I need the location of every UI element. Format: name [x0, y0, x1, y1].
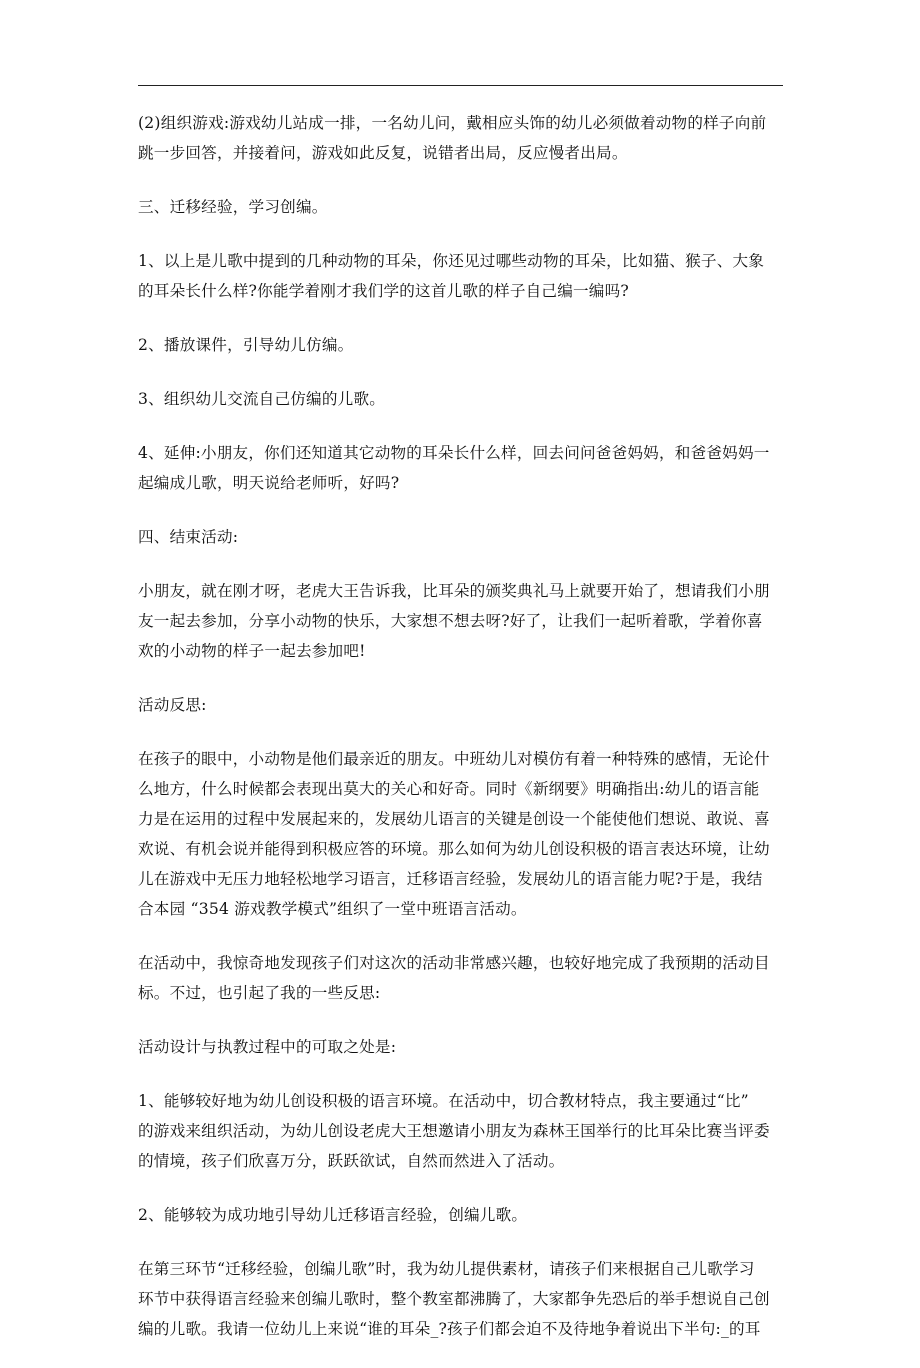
document-body — [138, 108, 798, 1368]
section-heading-4: 四、结束活动: — [138, 528, 239, 546]
paragraph-third-stage: 在第三环节“迁移经验，创编儿歌”时，我为幼儿提供素材，请孩子们来根据自己儿歌学习 环节中获得语言经验来创编儿歌时，整个教室都沸腾了，大家都争先恐后的举手想说自己创 编的儿歌。我请一位幼儿上来说“谁的耳朵_?孩子们都会迫不及待地争着说出下半句:_的耳 — [138, 1260, 770, 1338]
paragraph-step-4: 4、延伸:小朋友，你们还知道其它动物的耳朵长什么样，回去问问爸爸妈妈，和爸爸妈妈一 起编成儿歌，明天说给老师听，好吗? — [138, 444, 770, 492]
paragraph-step-1: 1、以上是儿歌中提到的几种动物的耳朵，你还见过哪些动物的耳朵，比如猫、猴子、大象 的耳朵长什么样?你能学着刚才我们学的这首儿歌的样子自己编一编吗? — [138, 252, 765, 300]
paragraph-closing: 小朋友，就在刚才呀，老虎大王告诉我，比耳朵的颁奖典礼马上就要开始了，想请我们小朋 友一起去参加，分享小动物的快乐，大家想不想去呀?好了，让我们一起听着歌，学着你喜 欢的小动物的样子一起去参加吧! — [138, 582, 770, 660]
section-heading-3: 三、迁移经验，学习创编。 — [138, 198, 328, 216]
strengths-heading: 活动设计与执教过程中的可取之处是: — [138, 1038, 397, 1056]
reflection-heading: 活动反思: — [138, 696, 207, 714]
paragraph-step-2: 2、播放课件，引导幼儿仿编。 — [138, 336, 354, 354]
paragraph-strength-1: 1、能够较好地为幼儿创设积极的语言环境。在活动中，切合教材特点，我主要通过“比” 的游戏来组织活动，为幼儿创设老虎大王想邀请小朋友为森林王国举行的比耳朵比赛当评委 的情境，孩子们欣喜万分，跃跃欲试，自然而然进入了活动。 — [138, 1092, 770, 1170]
paragraph-step-3: 3、组织幼儿交流自己仿编的儿歌。 — [138, 390, 386, 408]
paragraph-strength-2: 2、能够较为成功地引导幼儿迁移语言经验，创编儿歌。 — [138, 1206, 528, 1224]
paragraph-game-organization: (2)组织游戏:游戏幼儿站成一排，一名幼儿问，戴相应头饰的幼儿必须做着动物的样子向前 跳一步回答，并接着问，游戏如此反复，说错者出局，反应慢者出局。 — [138, 114, 767, 162]
paragraph-reflection-intro: 在孩子的眼中，小动物是他们最亲近的朋友。中班幼儿对模仿有着一种特殊的感情，无论什 么地方，什么时候都会表现出莫大的关心和好奇。同时《新纲要》明确指出:幼儿的语言能 力是在运用的过程中发展起来的，发展幼儿语言的关键是创设一个能使他们想说、敢说、喜 欢说、有机会说并能得到积极应答的环境。那么如何为幼儿创设积极的语言表达环境，让幼 儿在游戏中无压力地轻松地学习语言，迁移语言经验，发展幼儿的语言能力呢?于是，我结 合本园 “354 游戏教学模式”组织了一堂中班语言活动。 — [138, 750, 770, 918]
header-rule — [138, 85, 783, 86]
paragraph-reflection-surprise: 在活动中，我惊奇地发现孩子们对这次的活动非常感兴趣，也较好地完成了我预期的活动目 标。不过，也引起了我的一些反思: — [138, 954, 770, 1002]
